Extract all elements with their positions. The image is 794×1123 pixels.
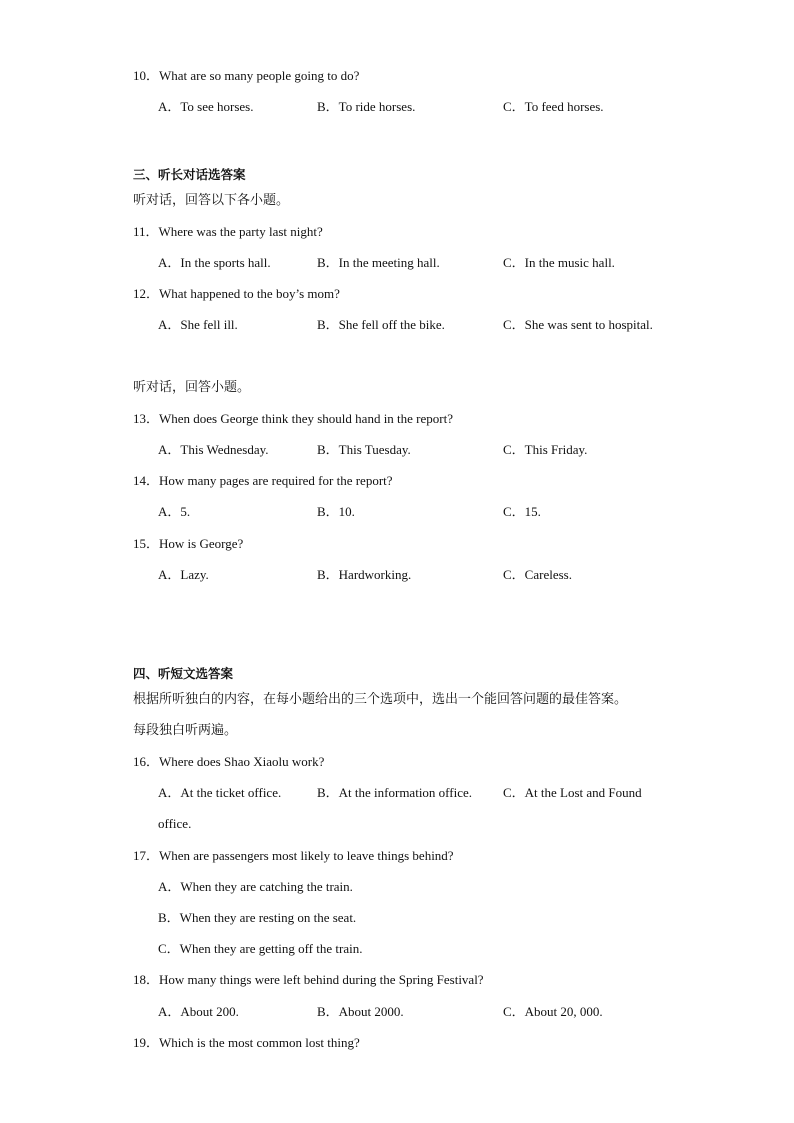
section-3-title: 三、听长对话选答案 (133, 167, 246, 182)
question-12-option-b: B．She fell off the bike. (317, 317, 445, 332)
question-11-option-a: A．In the sports hall. (158, 255, 271, 270)
question-12-option-c: C．She was sent to hospital. (503, 317, 653, 332)
question-11-option-b: B．In the meeting hall. (317, 255, 440, 270)
question-11-stem: 11．Where was the party last night? (133, 224, 323, 239)
question-10-option-b: B．To ride horses. (317, 99, 416, 114)
question-16-stem: 16．Where does Shao Xiaolu work? (133, 754, 325, 769)
question-17-option-c: C．When they are getting off the train. (158, 941, 363, 956)
section-3-instruction-2: 听对话，回答小题。 (133, 380, 251, 395)
question-17-stem: 17．When are passengers most likely to leave things behind? (133, 848, 454, 863)
question-14-option-c: C．15. (503, 504, 541, 519)
question-16-option-c-continued: office. (158, 816, 192, 831)
question-18-option-b: B．About 2000. (317, 1004, 404, 1019)
question-19-stem: 19．Which is the most common lost thing? (133, 1035, 360, 1050)
question-13-stem: 13．When does George think they should hand in the report? (133, 411, 453, 426)
question-10-option-c: C．To feed horses. (503, 99, 604, 114)
question-15-stem: 15．How is George? (133, 536, 244, 551)
question-17-option-a: A．When they are catching the train. (158, 879, 353, 894)
question-18-option-c: C．About 20, 000. (503, 1004, 603, 1019)
question-16-option-b: B．At the information office. (317, 785, 473, 800)
question-12-option-a: A．She fell ill. (158, 317, 238, 332)
question-14-option-b: B．10. (317, 504, 355, 519)
question-10-option-a: A．To see horses. (158, 99, 254, 114)
section-3-instruction: 听对话，回答以下各小题。 (133, 193, 290, 208)
question-13-option-c: C．This Friday. (503, 442, 588, 457)
question-12-stem: 12．What happened to the boy’s mom? (133, 286, 340, 301)
question-13-option-b: B．This Tuesday. (317, 442, 411, 457)
question-11-option-c: C．In the music hall. (503, 255, 615, 270)
question-15-option-c: C．Careless. (503, 567, 572, 582)
section-4-instruction: 根据所听独白的内容，在每小题给出的三个选项中，选出一个能回答问题的最佳答案。 (133, 692, 628, 707)
question-15-option-a: A．Lazy. (158, 567, 209, 582)
question-18-option-a: A．About 200. (158, 1004, 239, 1019)
question-14-stem: 14．How many pages are required for the report? (133, 473, 393, 488)
question-13-option-a: A．This Wednesday. (158, 442, 269, 457)
question-15-option-b: B．Hardworking. (317, 567, 412, 582)
question-10-stem: 10．What are so many people going to do? (133, 68, 360, 83)
question-14-option-a: A．5. (158, 504, 191, 519)
question-17-option-b: B．When they are resting on the seat. (158, 910, 357, 925)
question-16-option-c: C．At the Lost and Found (503, 785, 642, 800)
question-16-option-a: A．At the ticket office. (158, 785, 282, 800)
section-4-title: 四、听短文选答案 (133, 666, 234, 681)
question-18-stem: 18．How many things were left behind during the Spring Festival? (133, 972, 484, 987)
section-4-instruction-2: 每段独白听两遍。 (133, 723, 238, 738)
